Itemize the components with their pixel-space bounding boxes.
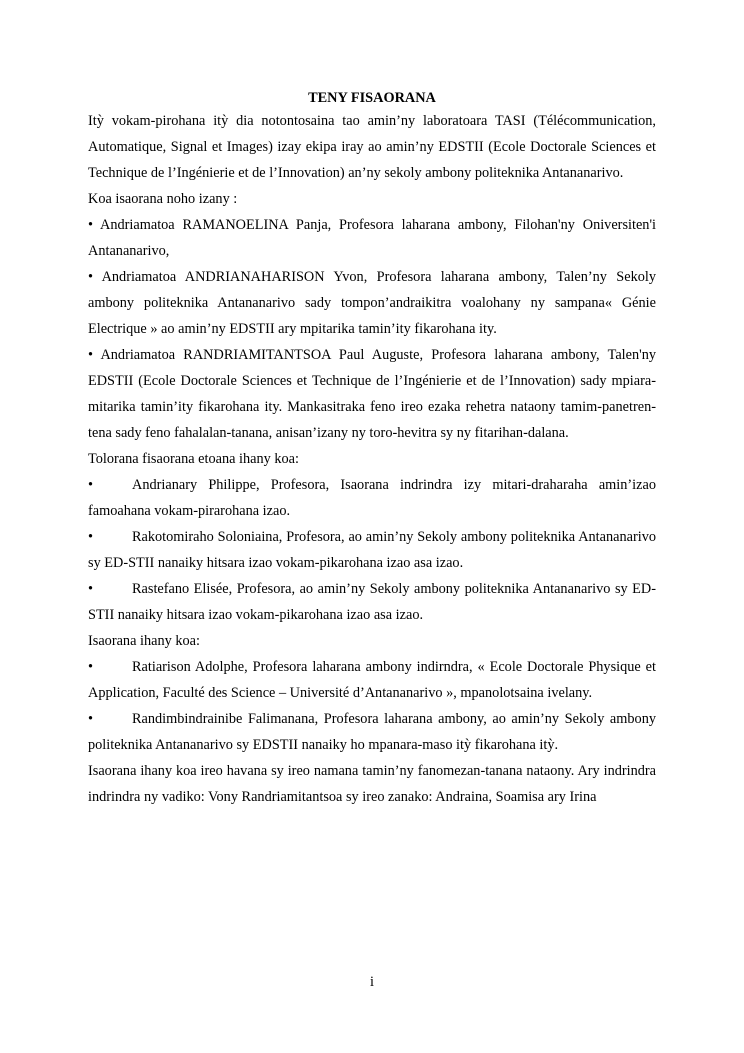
koa-heading: Koa isaorana noho izany : xyxy=(88,191,238,207)
page-title: TENY FISAORANA xyxy=(308,90,436,106)
acknowledgement-item: • Andriamatoa RANDRIAMITANTSOA Paul Auguste, Profesora laharana ambony, Talen'ny EDSTII (Ecole Doctorale Sciences et Technique de l’Ingénierie et de l’Innovation) sady mpiara-mitarika tamin’ity fikarohana ity. Mankasitraka feno ireo ezaka rehetra nataony tamim-panetren-tena sady feno fahalalan-tanana, anisan’izany ny toro-hevitra sy ny fitarihan-dalana. xyxy=(88,347,656,441)
acknowledgement-item: • Andriamatoa RAMANOELINA Panja, Profesora laharana ambony, Filohan'ny Oniversiten'i Antananarivo, xyxy=(88,217,656,259)
acknowledgement-text: Rakotomiraho Soloniaina, Profesora, ao amin’ny Sekoly ambony politeknika Antananarivo sy ED-STII nanaiky hitsara izao vokam-pikarohana izao asa izao. xyxy=(88,529,656,571)
acknowledgement-item: • Andriamatoa ANDRIANAHARISON Yvon, Profesora laharana ambony, Talen’ny Sekoly ambony politeknika Antananarivo sady tompon’andraikitra voalohany ny sampana« Génie Electrique » ao amin’ny EDSTII ary mpitarika tamin’ity fikarohana ity. xyxy=(88,269,656,337)
bullet-marker: • xyxy=(88,581,94,597)
acknowledgement-item xyxy=(88,524,656,576)
acknowledgement-item xyxy=(88,472,656,524)
closing-paragraph: Isaorana ihany koa ireo havana sy ireo namana tamin’ny fanomezan-tanana nataony. Ary indrindra indrindra ny vadiko: Vony Randriamitantsoa sy ireo zanako: Andraina, Soamisa ary Irina xyxy=(88,763,656,805)
tolorana-heading: Tolorana fisaorana etoana ihany koa: xyxy=(88,451,299,467)
acknowledgement-text: Randimbindrainibe Falimanana, Profesora laharana ambony, ao amin’ny Sekoly ambony politeknika Antananarivo sy EDSTII nanaiky ho mpanara-maso itỳ fikarohana itỳ. xyxy=(88,711,656,753)
bullet-marker: • xyxy=(88,529,94,545)
acknowledgement-item xyxy=(88,576,656,628)
acknowledgement-text: Rastefano Elisée, Profesora, ao amin’ny Sekoly ambony politeknika Antananarivo sy ED-STII nanaiky hitsara izao vokam-pikarohana izao asa izao. xyxy=(88,581,656,623)
acknowledgement-item xyxy=(88,706,656,758)
bullet-marker: • xyxy=(88,711,94,727)
document-body xyxy=(88,88,656,810)
page-number: i xyxy=(370,974,374,990)
bullet-marker: • xyxy=(88,659,94,675)
acknowledgement-text: Ratiarison Adolphe, Profesora laharana ambony indirndra, « Ecole Doctorale Physique et Application, Faculté des Science – Université d’Antananarivo », mpanolotsaina ivelany. xyxy=(88,659,656,701)
intro-paragraph: Itỳ vokam-pirohana itỳ dia notontosaina tao amin’ny laboratoara TASI (Télécommunication, Automatique, Signal et Images) izay ekipa iray ao amin’ny EDSTII (Ecole Doctorale Sciences et Technique de l’Ingénierie et de l’Innovation) an’ny sekoly ambony politeknika Antananarivo. xyxy=(88,113,656,181)
acknowledgement-text: Andrianary Philippe, Profesora, Isaorana indrindra izy mitari-draharaha amin’izao famoahana vokam-pirarohana izao. xyxy=(88,477,656,519)
acknowledgement-item xyxy=(88,654,656,706)
bullet-marker: • xyxy=(88,477,94,493)
isaorana-heading: Isaorana ihany koa: xyxy=(88,633,200,649)
